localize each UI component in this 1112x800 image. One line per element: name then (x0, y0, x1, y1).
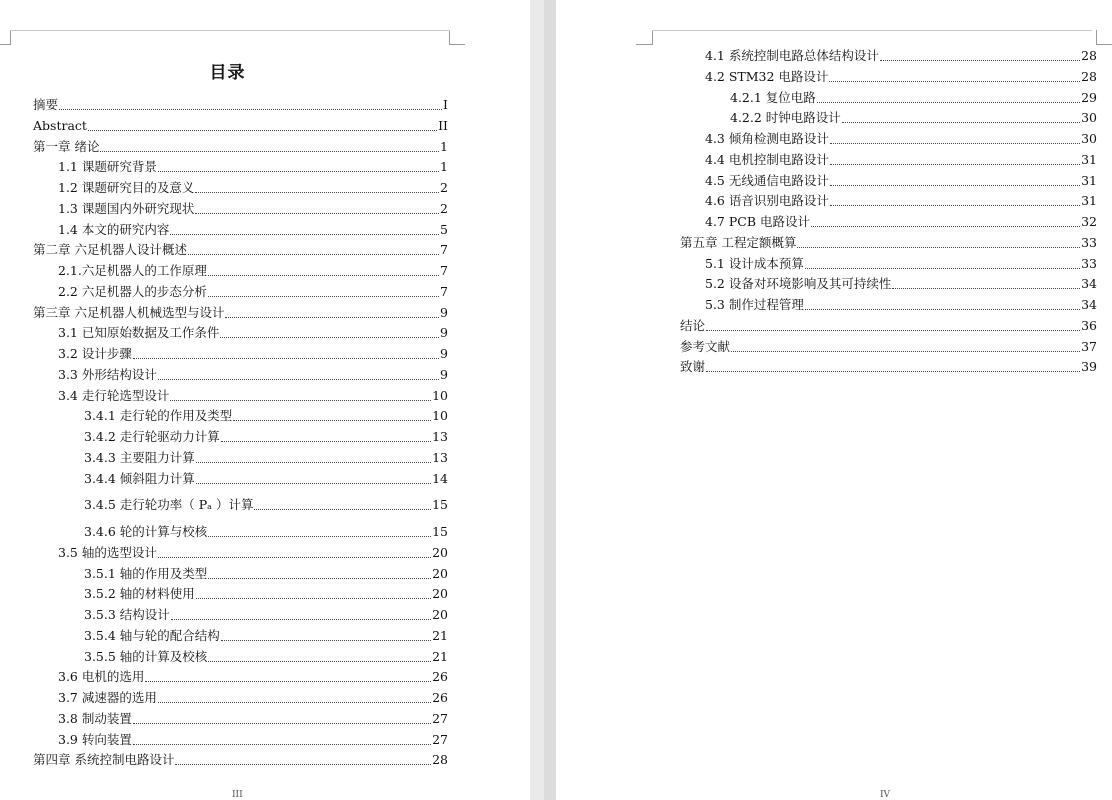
toc-entry[interactable] (58, 325, 448, 341)
toc-entry[interactable] (84, 524, 448, 540)
dot-leader (842, 121, 1080, 123)
page-gutter-shade (530, 0, 544, 800)
dot-leader (133, 722, 431, 724)
toc-entry-label: 3.4.2 走行轮驱动力计算 (84, 429, 220, 444)
toc-entry-label: 第四章 系统控制电路设计 (33, 752, 175, 768)
toc-entry-page: 31 (1081, 193, 1097, 209)
dot-leader (811, 225, 1080, 227)
toc-entry-label: 致谢 (680, 359, 706, 375)
toc-entry-label: 3.4.3 主要阻力计算 (84, 449, 195, 465)
dot-leader (805, 267, 1080, 269)
toc-entry[interactable] (58, 201, 448, 217)
dot-leader (805, 308, 1080, 310)
toc-entry-label: 3.5.1 轴的作用及类型 (84, 565, 208, 581)
toc-entry[interactable] (705, 193, 1097, 209)
crop-mark (652, 30, 653, 45)
toc-entry-page: 29 (1081, 89, 1097, 105)
toc-entry-label: 4.2.1 复位电路 (730, 89, 816, 105)
toc-entry-label: 3.4.4 倾斜阻力计算 (84, 470, 195, 486)
toc-entry[interactable] (680, 339, 1097, 355)
dot-leader (221, 639, 431, 641)
toc-entry-label: 4.1 系统控制电路总体结构设计 (705, 48, 879, 63)
toc-entry[interactable] (705, 48, 1097, 64)
toc-entry-label: 4.5 无线通信电路设计 (705, 172, 829, 188)
dot-leader (188, 253, 439, 255)
toc-entry-page: 34 (1081, 297, 1097, 312)
dot-leader (731, 350, 1080, 352)
toc-entry[interactable] (705, 214, 1097, 230)
toc-entry-page: 9 (440, 325, 448, 341)
toc-entry[interactable] (680, 235, 1097, 251)
dot-leader (171, 618, 431, 620)
toc-entry-label: 4.2 STM32 电路设计 (705, 68, 829, 84)
toc-entry-page: 5 (440, 221, 448, 237)
toc-entry[interactable] (58, 159, 448, 175)
toc-entry[interactable] (705, 256, 1097, 272)
toc-entry[interactable] (58, 690, 448, 706)
toc-entry[interactable] (33, 139, 448, 155)
dot-leader (706, 370, 1080, 372)
dot-leader (225, 316, 439, 318)
toc-entry[interactable] (58, 367, 448, 383)
crop-mark (449, 44, 465, 45)
dot-leader (170, 399, 431, 401)
toc-entry[interactable] (730, 90, 1097, 106)
crop-mark (10, 30, 11, 45)
toc-entry-page: 9 (440, 346, 448, 361)
page-number-footer: III (232, 790, 243, 800)
dot-leader (170, 233, 439, 235)
toc-entry-page: 7 (440, 283, 448, 299)
dot-leader (829, 80, 1080, 82)
toc-entry-page: 32 (1081, 214, 1097, 229)
toc-entry-page: 28 (432, 752, 448, 768)
toc-entry[interactable] (730, 110, 1097, 126)
toc-entry-label: 3.5.2 轴的材料使用 (84, 586, 195, 602)
dot-leader (195, 212, 439, 214)
dot-leader (175, 763, 431, 765)
toc-entry[interactable] (58, 545, 448, 561)
toc-entry-label: 3.5.3 结构设计 (84, 607, 170, 622)
toc-entry-page: 10 (432, 387, 448, 403)
toc-page-left (0, 0, 530, 800)
dot-leader (196, 482, 431, 484)
dot-leader (208, 295, 439, 297)
dot-leader (220, 336, 439, 338)
toc-entry-label: 第一章 绪论 (33, 138, 100, 154)
toc-entry-label: 2.1.六足机器人的工作原理 (58, 263, 207, 278)
toc-entry-label: 3.4.1 走行轮的作用及类型 (84, 408, 233, 424)
toc-entry-label: Abstract (33, 117, 87, 133)
toc-entry-label: 1.4 本文的研究内容 (58, 221, 170, 237)
toc-entry-label: 4.4 电机控制电路设计 (705, 151, 829, 167)
dot-leader (158, 556, 431, 558)
toc-entry-label: 4.2.2 时钟电路设计 (730, 110, 841, 126)
dot-leader (830, 163, 1080, 165)
toc-entry[interactable] (33, 97, 448, 113)
toc-entry[interactable] (680, 318, 1097, 334)
toc-entry-page: 26 (432, 669, 448, 685)
toc-entry-label: 参考文献 (680, 338, 731, 354)
toc-entry-page: 2 (440, 200, 448, 216)
toc-entry-label: 5.2 设备对环境影响及其可持续性 (705, 276, 892, 292)
toc-entry[interactable] (58, 711, 448, 727)
toc-entry-page: 28 (1081, 48, 1097, 63)
toc-entry[interactable] (84, 497, 448, 513)
toc-entry-page: 9 (440, 304, 448, 320)
toc-entry-label: 4.3 倾角检测电路设计 (705, 131, 829, 146)
toc-entry-page: 15 (432, 497, 448, 513)
toc-entry-label: 第二章 六足机器人设计概述 (33, 242, 187, 258)
toc-entry-label: 3.4.6 轮的计算与校核 (84, 524, 208, 539)
toc-entry-page: 1 (440, 159, 448, 175)
page-title: 目录 (209, 63, 246, 83)
dot-leader (195, 191, 439, 193)
toc-entry[interactable] (705, 276, 1097, 292)
toc-entry-label: 3.7 减速器的选用 (58, 690, 157, 705)
toc-entry-label: 3.2 设计步骤 (58, 346, 132, 361)
dot-leader (254, 508, 431, 510)
toc-entry-page: 7 (440, 242, 448, 258)
toc-entry-label: 4.6 语音识别电路设计 (705, 193, 829, 209)
toc-entry[interactable] (84, 429, 448, 445)
page-gutter-shade (544, 0, 556, 800)
toc-entry[interactable] (33, 752, 448, 768)
dot-leader (100, 150, 439, 152)
dot-leader (233, 419, 431, 421)
toc-entry[interactable] (58, 388, 448, 404)
toc-entry-page: 26 (432, 690, 448, 705)
toc-entry[interactable] (58, 222, 448, 238)
dot-leader (208, 535, 431, 537)
crop-mark (636, 44, 652, 45)
toc-entry[interactable] (58, 732, 448, 748)
dot-leader (830, 142, 1080, 144)
toc-entry-label: 摘要 (33, 97, 59, 112)
toc-entry-label: 第三章 六足机器人机械选型与设计 (33, 304, 225, 320)
toc-entry-page: 36 (1081, 317, 1097, 333)
toc-entry-page: 31 (1081, 172, 1097, 188)
toc-entry[interactable] (84, 408, 448, 424)
dot-leader (830, 184, 1080, 186)
toc-entry-page: 27 (432, 731, 448, 747)
toc-entry-label: 1.2 课题研究目的及意义 (58, 180, 195, 195)
toc-entry-page: I (443, 97, 448, 112)
crop-mark (652, 30, 1092, 31)
dot-leader (208, 577, 431, 579)
dot-leader (133, 357, 439, 359)
toc-entry[interactable] (84, 607, 448, 623)
toc-entry-page: 39 (1081, 359, 1097, 375)
dot-leader (158, 701, 431, 703)
toc-entry-label: 3.6 电机的选用 (58, 669, 145, 685)
toc-entry-page: 31 (1081, 151, 1097, 167)
toc-entry-label: 3.5.4 轴与轮的配合结构 (84, 627, 220, 643)
toc-entry[interactable] (705, 69, 1097, 85)
toc-entry[interactable] (680, 359, 1097, 375)
toc-entry[interactable] (84, 649, 448, 665)
toc-entry[interactable] (58, 180, 448, 196)
toc-entry-page: II (438, 117, 448, 133)
toc-entry[interactable] (33, 305, 448, 321)
toc-entry-label: 结论 (680, 317, 706, 333)
toc-entry-page: 2 (440, 180, 448, 195)
toc-entry-page: 9 (440, 366, 448, 382)
toc-entry[interactable] (705, 297, 1097, 313)
dot-leader (158, 378, 439, 380)
crop-mark (1096, 44, 1112, 45)
page-number-footer: IV (880, 790, 891, 800)
dot-leader (830, 204, 1080, 206)
toc-entry-page: 34 (1081, 276, 1097, 292)
toc-entry-page: 20 (432, 565, 448, 581)
toc-entry[interactable] (705, 152, 1097, 168)
toc-entry[interactable] (58, 669, 448, 685)
toc-entry-label: 5.3 制作过程管理 (705, 297, 804, 312)
toc-entry-page: 1 (440, 138, 448, 154)
toc-entry-page: 33 (1081, 255, 1097, 271)
toc-entry-label: 4.7 PCB 电路设计 (705, 214, 810, 229)
toc-entry[interactable] (33, 118, 448, 134)
dot-leader (208, 660, 431, 662)
toc-entry-page: 7 (440, 263, 448, 278)
toc-entry-page: 27 (432, 710, 448, 726)
dot-leader (88, 129, 437, 131)
toc-entry-page: 13 (432, 449, 448, 465)
toc-entry-page: 21 (432, 627, 448, 643)
crop-mark (449, 30, 450, 45)
toc-entry-label: 3.5 轴的选型设计 (58, 544, 157, 560)
toc-entry-label: 第五章 工程定额概算 (680, 234, 797, 250)
dot-leader (817, 101, 1080, 103)
dot-leader (145, 680, 431, 682)
dot-leader (59, 108, 442, 110)
toc-entry[interactable] (84, 450, 448, 466)
toc-entry[interactable] (84, 566, 448, 582)
toc-entry-label: 5.1 设计成本预算 (705, 255, 804, 271)
dot-leader (196, 461, 431, 463)
toc-entry-label: 3.1 已知原始数据及工作条件 (58, 325, 220, 341)
toc-entry-label: 3.8 制动装置 (58, 710, 132, 726)
toc-page-right (556, 0, 1112, 800)
toc-entry-label: 3.9 转向装置 (58, 731, 132, 747)
dot-leader (158, 170, 439, 172)
toc-entry-page: 30 (1081, 110, 1097, 126)
toc-entry[interactable] (705, 131, 1097, 147)
toc-entry-label: 3.4 走行轮选型设计 (58, 387, 170, 403)
dot-leader (706, 329, 1080, 331)
toc-entry-label: 2.2 六足机器人的步态分析 (58, 283, 207, 299)
toc-entry-page: 15 (432, 524, 448, 539)
toc-entry-page: 20 (432, 544, 448, 560)
dot-leader (221, 440, 431, 442)
toc-entry-label: 1.3 课题国内外研究现状 (58, 200, 195, 216)
dot-leader (892, 287, 1080, 289)
crop-mark (1096, 30, 1097, 45)
crop-mark (10, 30, 450, 31)
toc-entry-page: 20 (432, 607, 448, 622)
toc-entry-page: 28 (1081, 68, 1097, 84)
toc-entry[interactable] (84, 471, 448, 487)
toc-entry[interactable] (33, 242, 448, 258)
toc-entry-page: 33 (1081, 234, 1097, 250)
toc-entry[interactable] (58, 284, 448, 300)
toc-entry[interactable] (58, 346, 448, 362)
toc-entry-page: 13 (432, 429, 448, 444)
toc-entry[interactable] (58, 263, 448, 279)
toc-entry-page: 20 (432, 586, 448, 602)
crop-mark (0, 44, 10, 45)
toc-entry[interactable] (705, 173, 1097, 189)
toc-entry-page: 10 (432, 408, 448, 424)
toc-entry[interactable] (84, 628, 448, 644)
dot-leader (208, 274, 439, 276)
dot-leader (797, 246, 1080, 248)
toc-entry[interactable] (84, 586, 448, 602)
toc-entry-page: 14 (432, 470, 448, 486)
toc-entry-page: 37 (1081, 338, 1097, 354)
dot-leader (880, 59, 1080, 61)
toc-entry-label: 3.4.5 走行轮功率（ Pₐ ）计算 (84, 497, 254, 513)
toc-entry-label: 3.3 外形结构设计 (58, 366, 157, 382)
toc-entry-page: 21 (432, 648, 448, 664)
toc-entry-label: 3.5.5 轴的计算及校核 (84, 648, 208, 664)
toc-entry-page: 30 (1081, 131, 1097, 146)
toc-entry-label: 1.1 课题研究背景 (58, 159, 157, 175)
dot-leader (133, 743, 431, 745)
dot-leader (196, 597, 431, 599)
